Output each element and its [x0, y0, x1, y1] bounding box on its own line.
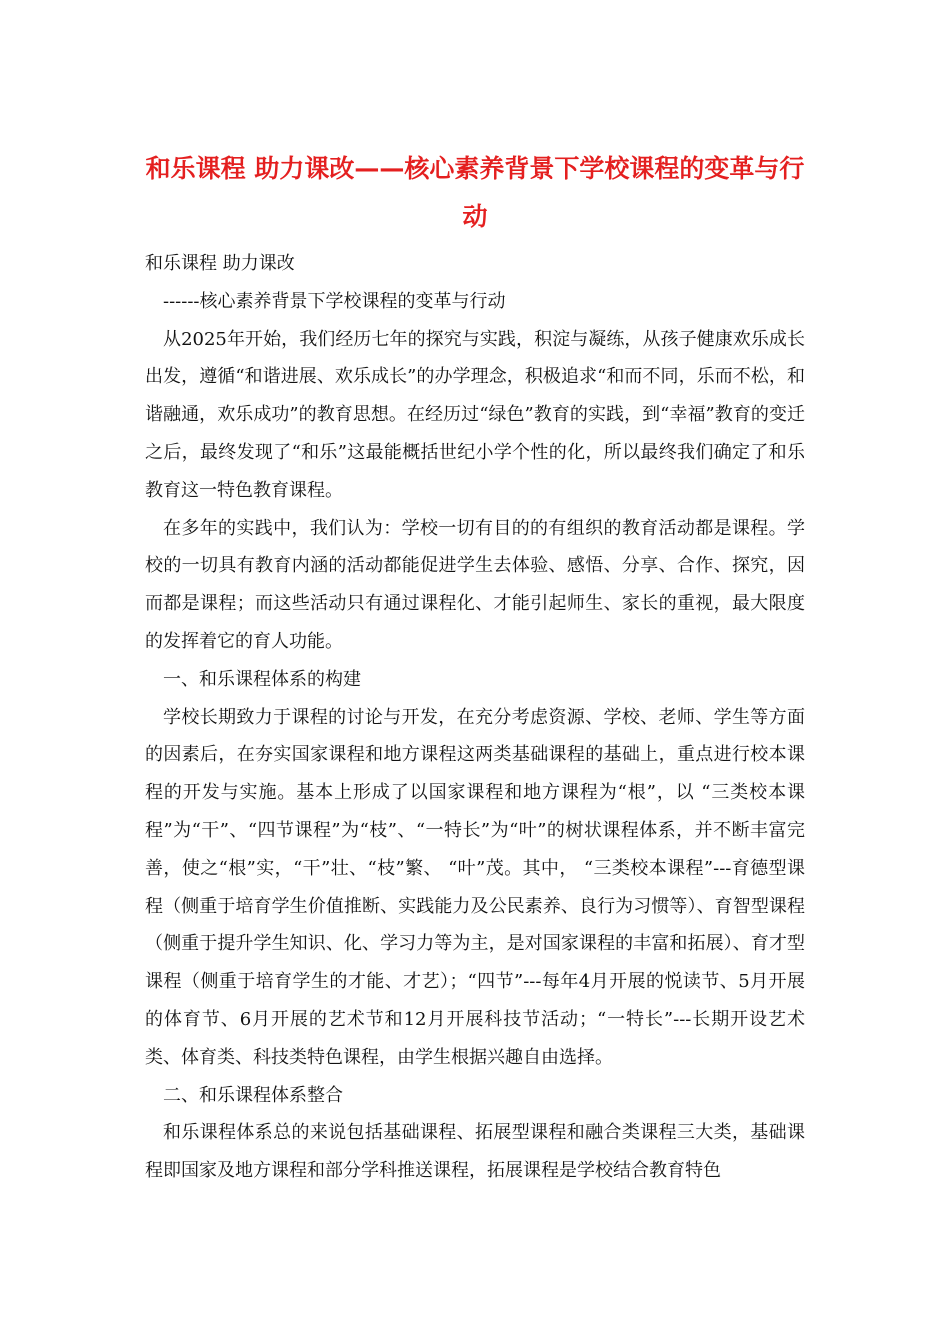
- document-body: [145, 245, 805, 1190]
- paragraph-intro: 从2025年开始，我们经历七年的探究与实践，积淀与凝练，从孩子健康欢乐成长出发，遵循“和谐进展、欢乐成长”的办学理念，积极追求“和而不同，乐而不松，和谐融通，欢乐成功”的教育思想。在经历过“绿色”教育的实践，到“幸福”教育的变迁之后，最终发现了“和乐”这最能概括世纪小学个性的化，所以最终我们确定了和乐教育这一特色教育课程。: [145, 328, 805, 501]
- section-heading-1: 一、和乐课程体系的构建: [163, 668, 361, 690]
- subtitle-line: 和乐课程 助力课改: [145, 253, 295, 274]
- subtitle-dash-line: ------核心素养背景下学校课程的变革与行动: [163, 290, 506, 312]
- section-heading-2: 二、和乐课程体系整合: [163, 1084, 343, 1106]
- paragraph-construction: 学校长期致力于课程的讨论与开发，在充分考虑资源、学校、老师、学生等方面的因素后，在夯实国家课程和地方课程这两类基础课程的基础上，重点进行校本课程的开发与实施。基本上形成了以国家课程和地方课程为“根”，以 “三类校本课程”为“干”、“四节课程”为“枝”、“一特长”为“叶”的树状课程体系，并不断丰富完善，使之“根”实，“干”壮、“枝”繁、 “叶”茂。其中， “三类校本课程”---育德型课程（侧重于培育学生价值推断、实践能力及公民素养、良行为习惯等）、育智型课程（侧重于提升学生知识、化、学习力等为主，是对国家课程的丰富和拓展）、育才型课程（侧重于培育学生的才能、才艺）；“四节”---每年4月开展的悦读节、5月开展的体育节、6月开展的艺术节和12月开展科技节活动；“一特长”---长期开设艺术类、体育类、科技类特色课程，由学生根据兴趣自由选择。: [145, 706, 805, 1068]
- paragraph-integration: 和乐课程体系总的来说包括基础课程、拓展型课程和融合类课程三大类，基础课程即国家及地方课程和部分学科推送课程，拓展课程是学校结合教育特色: [145, 1122, 805, 1182]
- paragraph-practice: 在多年的实践中，我们认为：学校一切有目的的有组织的教育活动都是课程。学校的一切具有教育内涵的活动都能促进学生去体验、感悟、分享、合作、探究，因而都是课程；而这些活动只有通过课程化、才能引起师生、家长的重视，最大限度的发挥着它的育人功能。: [145, 517, 805, 652]
- document-title: 和乐课程 助力课改——核心素养背景下学校课程的变革与行动: [145, 154, 805, 231]
